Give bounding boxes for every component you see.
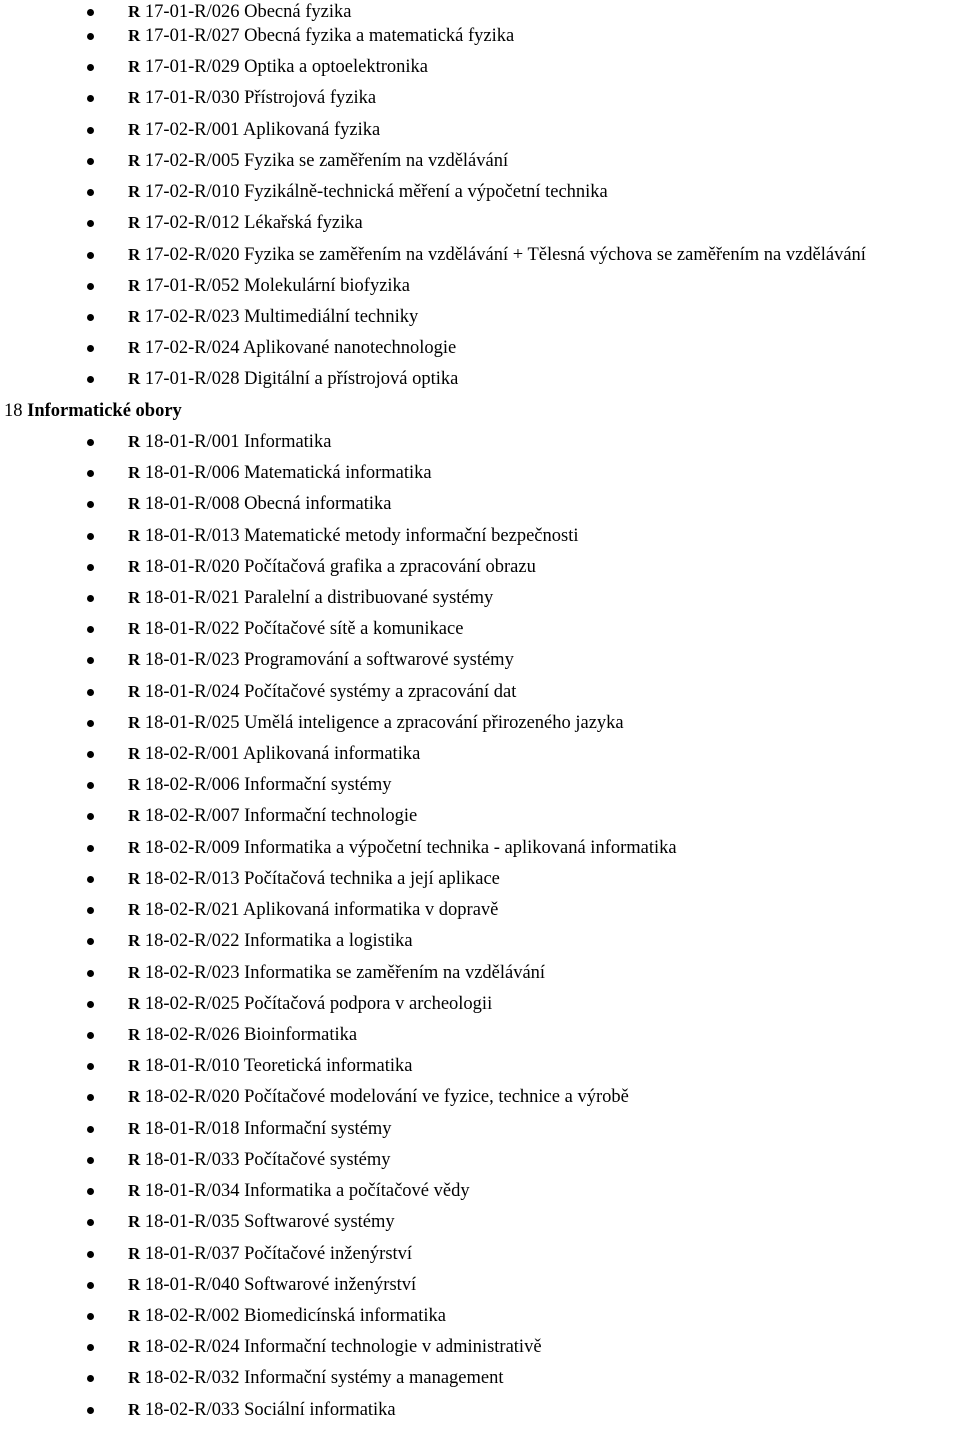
program-text: 18-02-R/002 Biomedicínská informatika — [140, 1305, 446, 1326]
list-item-content — [128, 149, 508, 173]
list-item — [0, 0, 960, 24]
list-item — [0, 617, 960, 648]
list-item — [0, 274, 960, 305]
program-type-prefix: R — [128, 619, 141, 639]
bullet-icon — [87, 1188, 94, 1195]
program-type-prefix: R — [128, 338, 141, 358]
program-type-prefix: R — [128, 1305, 141, 1325]
list-item — [0, 961, 960, 992]
program-text: 18-02-R/025 Počítačová podpora v archeologii — [140, 993, 493, 1014]
list-item-content — [128, 367, 458, 391]
list-item — [0, 1366, 960, 1397]
program-text: 18-01-R/023 Programování a softwarové systémy — [140, 650, 514, 671]
bullet-icon — [87, 1407, 94, 1414]
list-item — [0, 336, 960, 367]
program-type-prefix: R — [128, 806, 141, 826]
list-item-content — [128, 1085, 629, 1109]
bullet-icon — [87, 657, 94, 664]
list-item — [0, 867, 960, 898]
program-text: 18-01-R/035 Softwarové systémy — [140, 1212, 395, 1233]
list-item — [0, 243, 960, 274]
list-item — [0, 555, 960, 586]
list-item-content — [128, 929, 413, 953]
program-text: 17-02-R/010 Fyzikálně-technická měření a výpočetní technika — [140, 182, 608, 203]
list-item — [0, 648, 960, 679]
list-item-content — [128, 992, 492, 1016]
list-item-content — [128, 274, 410, 298]
section-heading-text — [4, 399, 182, 423]
list-item-content — [128, 1179, 470, 1203]
program-type-prefix: R — [128, 494, 141, 514]
list-item — [0, 305, 960, 336]
program-type-prefix: R — [128, 1399, 141, 1419]
list-item-content — [128, 1117, 392, 1141]
list-item — [0, 1335, 960, 1366]
bullet-icon — [87, 720, 94, 727]
list-item — [0, 992, 960, 1023]
list-item-content — [128, 118, 380, 142]
program-type-prefix: R — [128, 931, 141, 951]
list-item — [0, 1179, 960, 1210]
program-text: 18-01-R/033 Počítačové systémy — [140, 1149, 391, 1170]
bullet-icon — [87, 533, 94, 540]
program-type-prefix: R — [128, 1056, 141, 1076]
program-type-prefix: R — [128, 1212, 141, 1232]
program-text: 18-01-R/024 Počítačové systémy a zpracování dat — [140, 681, 517, 702]
list-item — [0, 742, 960, 773]
program-text: 18-01-R/034 Informatika a počítačové vědy — [140, 1181, 470, 1202]
list-item — [0, 118, 960, 149]
program-type-prefix: R — [128, 182, 141, 202]
program-text: 18-02-R/006 Informační systémy — [140, 775, 392, 796]
bullet-icon — [87, 1001, 94, 1008]
program-text: 18-02-R/024 Informační technologie v administrativě — [140, 1337, 542, 1358]
list-item — [0, 898, 960, 929]
list-item-content — [128, 711, 624, 735]
program-type-prefix: R — [128, 1087, 141, 1107]
list-item-content — [128, 86, 376, 110]
program-text: 17-02-R/020 Fyzika se zaměřením na vzdělávání + Tělesná výchova se zaměřením na vzdělávání — [140, 244, 866, 265]
list-item — [0, 680, 960, 711]
bullet-icon — [87, 501, 94, 508]
program-type-prefix: R — [128, 744, 141, 764]
section-name: Informatické obory — [27, 400, 182, 421]
bullet-icon — [87, 470, 94, 477]
bullet-icon — [87, 1032, 94, 1039]
program-text: 18-01-R/025 Umělá inteligence a zpracování přirozeného jazyka — [140, 712, 624, 733]
bullet-icon — [87, 1313, 94, 1320]
program-text: 18-02-R/032 Informační systémy a management — [140, 1368, 504, 1389]
list-item-content — [128, 1148, 391, 1172]
list-item — [0, 24, 960, 55]
bullet-icon — [87, 127, 94, 134]
program-text: 18-01-R/040 Softwarové inženýrství — [140, 1274, 417, 1295]
list-item — [0, 1117, 960, 1148]
list-item — [0, 492, 960, 523]
list-item — [0, 586, 960, 617]
program-text: 18-02-R/013 Počítačová technika a její aplikace — [140, 868, 500, 889]
program-type-prefix: R — [128, 993, 141, 1013]
list-item-content — [128, 1335, 542, 1359]
program-text: 17-01-R/029 Optika a optoelektronika — [140, 57, 428, 78]
program-text: 18-02-R/021 Aplikovaná informatika v dopravě — [140, 900, 499, 921]
program-text: 17-01-R/030 Přístrojová fyzika — [140, 88, 377, 109]
program-text: 18-01-R/008 Obecná informatika — [140, 494, 392, 515]
program-text: 18-01-R/022 Počítačové sítě a komunikace — [140, 619, 464, 640]
program-type-prefix: R — [128, 1149, 141, 1169]
list-item — [0, 711, 960, 742]
list-item-content — [128, 1210, 395, 1234]
section-number: 18 — [4, 400, 28, 421]
list-item-content — [128, 898, 498, 922]
bullet-icon — [87, 345, 94, 352]
bullet-icon — [87, 1157, 94, 1164]
program-type-prefix: R — [128, 1181, 141, 1201]
list-item — [0, 367, 960, 398]
list-item-content — [128, 867, 500, 891]
program-type-prefix: R — [128, 275, 141, 295]
program-type-prefix: R — [128, 244, 141, 264]
bullet-icon — [87, 1063, 94, 1070]
list-item-content — [128, 961, 545, 985]
bullet-icon — [87, 970, 94, 977]
program-type-prefix: R — [128, 837, 141, 857]
program-type-prefix: R — [128, 1274, 141, 1294]
program-type-prefix: R — [128, 900, 141, 920]
list-item — [0, 773, 960, 804]
program-type-prefix: R — [128, 650, 141, 670]
program-type-prefix: R — [128, 1243, 141, 1263]
program-text: 18-01-R/018 Informační systémy — [140, 1118, 392, 1139]
program-text: 17-02-R/005 Fyzika se zaměřením na vzdělávání — [140, 150, 509, 171]
program-text: 17-02-R/024 Aplikované nanotechnologie — [140, 338, 457, 359]
program-type-prefix: R — [128, 88, 141, 108]
bullet-icon — [87, 283, 94, 290]
bullet-icon — [87, 1251, 94, 1258]
program-type-prefix: R — [128, 119, 141, 139]
bullet-icon — [87, 782, 94, 789]
list-item-content — [128, 430, 331, 454]
bullet-icon — [87, 1375, 94, 1382]
bullet-icon — [87, 220, 94, 227]
bullet-icon — [87, 907, 94, 914]
bullet-icon — [87, 189, 94, 196]
program-type-prefix: R — [128, 525, 141, 545]
program-text: 18-02-R/026 Bioinformatika — [140, 1025, 358, 1045]
program-type-prefix: R — [128, 57, 141, 77]
program-text: 17-01-R/026 Obecná fyzika — [140, 2, 352, 22]
list-item-content — [128, 617, 463, 641]
bullet-icon — [87, 938, 94, 945]
list-item — [0, 929, 960, 960]
program-text: 17-02-R/001 Aplikovaná fyzika — [140, 119, 381, 140]
list-item — [0, 180, 960, 211]
list-item — [0, 836, 960, 867]
program-text: 17-02-R/012 Lékařská fyzika — [140, 213, 363, 234]
program-text: 18-02-R/009 Informatika a výpočetní technika - aplikovaná informatika — [140, 837, 677, 858]
list-item — [0, 1242, 960, 1273]
list-item-content — [128, 1023, 357, 1047]
list-item-content — [128, 1242, 412, 1266]
list-item — [0, 1054, 960, 1085]
program-type-prefix: R — [128, 463, 141, 483]
program-type-prefix: R — [128, 213, 141, 233]
bullet-icon — [87, 595, 94, 602]
list-item — [0, 1273, 960, 1304]
list-item — [0, 1148, 960, 1179]
program-type-prefix: R — [128, 150, 141, 170]
list-item-content — [128, 648, 514, 672]
program-text: 18-01-R/021 Paralelní a distribuované systémy — [140, 587, 494, 608]
list-item-content — [128, 1273, 416, 1297]
program-type-prefix: R — [128, 431, 141, 451]
list-item-content — [128, 1366, 504, 1390]
list-item — [0, 461, 960, 492]
list-item-content — [128, 586, 493, 610]
list-item-content — [128, 524, 579, 548]
program-text: 17-02-R/023 Multimediální techniky — [140, 306, 419, 327]
list-item-content — [128, 55, 428, 79]
bullet-icon — [87, 1282, 94, 1289]
program-text: 18-01-R/020 Počítačová grafika a zpracování obrazu — [140, 556, 536, 577]
bullet-icon — [87, 564, 94, 571]
program-type-prefix: R — [128, 1368, 141, 1388]
program-type-prefix: R — [128, 1025, 141, 1044]
bullet-icon — [87, 376, 94, 383]
bullet-icon — [87, 314, 94, 321]
program-type-prefix: R — [128, 1337, 141, 1357]
bullet-icon — [87, 1094, 94, 1101]
bullet-icon — [87, 813, 94, 820]
list-item — [0, 1304, 960, 1335]
bullet-icon — [87, 1126, 94, 1133]
program-type-prefix: R — [128, 2, 141, 21]
list-item — [0, 1398, 960, 1429]
bullet-icon — [87, 689, 94, 696]
bullet-icon — [87, 626, 94, 633]
section-heading — [0, 399, 960, 430]
list-item-content — [128, 555, 536, 579]
list-item — [0, 524, 960, 555]
bullet-icon — [87, 33, 94, 40]
list-item-content — [128, 680, 516, 704]
bullet-icon — [87, 158, 94, 165]
program-type-prefix: R — [128, 26, 141, 45]
program-type-prefix: R — [128, 868, 141, 888]
list-item — [0, 804, 960, 835]
program-text: 18-02-R/033 Sociální informatika — [140, 1399, 396, 1420]
list-item-content — [128, 305, 418, 329]
list-item-content — [128, 461, 432, 485]
list-item — [0, 1210, 960, 1241]
program-text: 18-01-R/037 Počítačové inženýrství — [140, 1243, 413, 1264]
program-type-prefix: R — [128, 587, 141, 607]
program-type-prefix: R — [128, 681, 141, 701]
list-item — [0, 149, 960, 180]
list-item-content — [128, 180, 608, 204]
program-text: 18-01-R/010 Teoretická informatika — [140, 1056, 413, 1077]
program-text: 17-01-R/027 Obecná fyzika a matematická fyzika — [140, 26, 515, 46]
list-item-content — [128, 24, 514, 48]
program-text: 18-02-R/007 Informační technologie — [140, 806, 418, 827]
list-item-content — [128, 773, 392, 797]
list-item-content — [128, 1054, 412, 1078]
program-type-prefix: R — [128, 306, 141, 326]
bullet-icon — [87, 64, 94, 71]
program-type-prefix: R — [128, 1118, 141, 1138]
list-item-content — [128, 211, 363, 235]
program-text: 17-01-R/052 Molekulární biofyzika — [140, 275, 411, 296]
list-item — [0, 1085, 960, 1116]
program-text: 17-01-R/028 Digitální a přístrojová optika — [140, 369, 459, 390]
list-item-content — [128, 742, 420, 766]
list-item-content — [128, 0, 351, 24]
bullet-icon — [87, 751, 94, 758]
list-item-content — [128, 1398, 396, 1422]
bullet-icon — [87, 9, 94, 16]
program-text: 18-02-R/022 Informatika a logistika — [140, 931, 413, 952]
list-item-content — [128, 804, 417, 828]
program-type-prefix: R — [128, 712, 141, 732]
list-item — [0, 211, 960, 242]
bullet-icon — [87, 252, 94, 259]
program-text: 18-01-R/013 Matematické metody informační bezpečnosti — [140, 525, 579, 546]
list-item-content — [128, 836, 677, 860]
bullet-icon — [87, 439, 94, 446]
program-text: 18-02-R/020 Počítačové modelování ve fyzice, technice a výrobě — [140, 1087, 629, 1108]
program-type-prefix: R — [128, 556, 141, 576]
list-item-content — [128, 336, 456, 360]
bullet-icon — [87, 1344, 94, 1351]
list-item-content — [128, 492, 392, 516]
program-text: 18-02-R/001 Aplikovaná informatika — [140, 744, 421, 765]
program-text: 18-02-R/023 Informatika se zaměřením na vzdělávání — [140, 962, 546, 983]
program-type-prefix: R — [128, 775, 141, 795]
list-item-content — [128, 1304, 446, 1328]
bullet-icon — [87, 845, 94, 852]
list-item-content — [128, 243, 866, 267]
program-type-prefix: R — [128, 369, 141, 389]
list-item — [0, 86, 960, 117]
program-type-prefix: R — [128, 962, 141, 982]
list-item — [0, 1023, 960, 1054]
program-text: 18-01-R/001 Informatika — [140, 431, 332, 452]
bullet-icon — [87, 95, 94, 102]
program-text: 18-01-R/006 Matematická informatika — [140, 463, 432, 484]
list-item — [0, 430, 960, 461]
bullet-icon — [87, 1219, 94, 1226]
bullet-icon — [87, 876, 94, 883]
list-item — [0, 55, 960, 86]
